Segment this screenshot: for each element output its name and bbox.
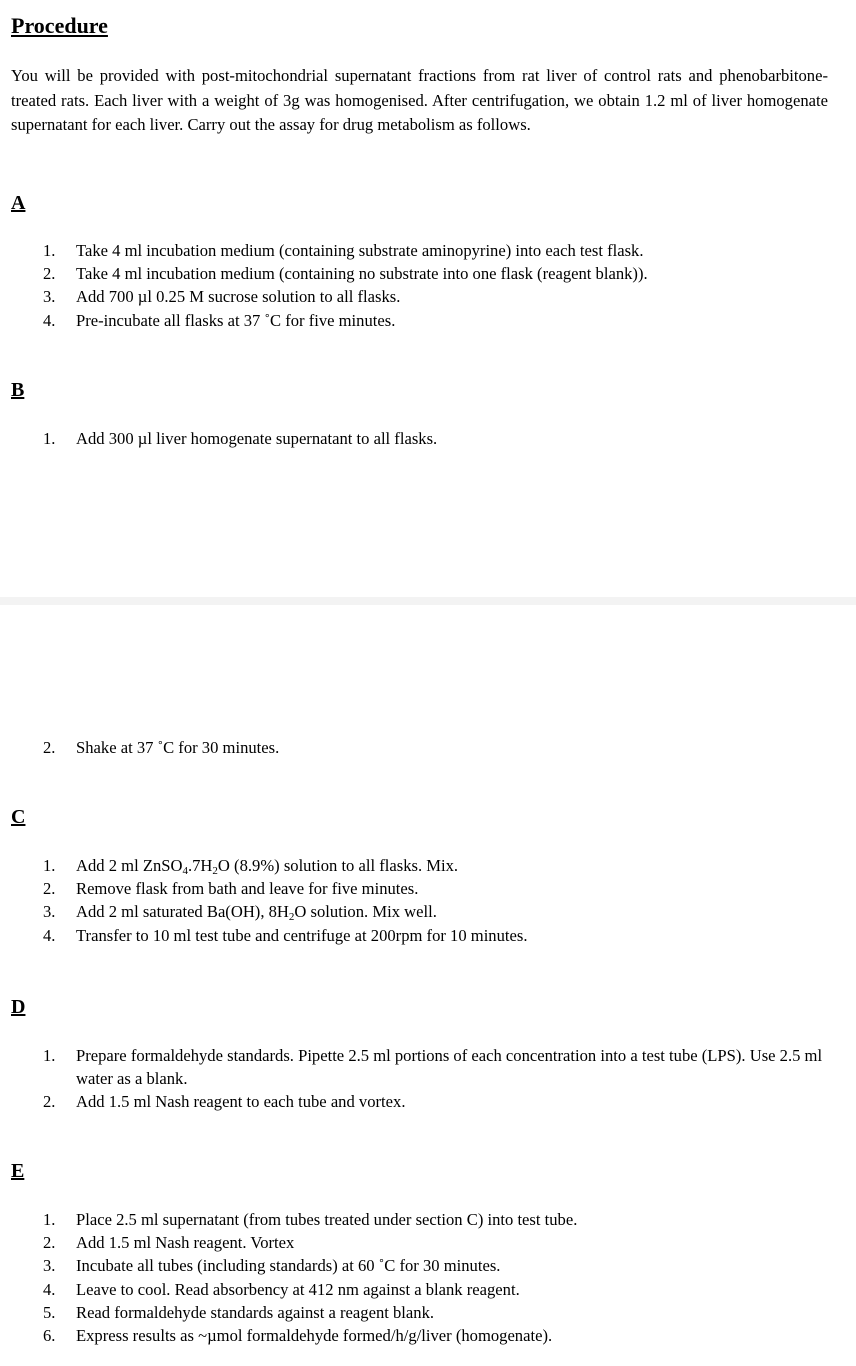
list-item-text: Shake at 37 ˚C for 30 minutes. — [76, 738, 280, 757]
list-item-text: Read formaldehyde standards against a reagent blank. — [76, 1302, 435, 1322]
section-e-list — [0, 1208, 830, 1347]
section-a-heading: A — [11, 192, 26, 214]
list-item — [0, 1208, 830, 1231]
list-item-text: Add 700 µl 0.25 M sucrose solution to all flasks. — [76, 287, 401, 307]
list-item-number: 6. — [43, 1326, 56, 1346]
list-item-number: 2. — [43, 1092, 56, 1112]
list-item — [0, 309, 830, 332]
page-break — [0, 597, 856, 605]
list-item — [0, 854, 830, 877]
list-item — [0, 736, 830, 759]
list-item — [0, 239, 830, 262]
list-item-text: Leave to cool. Read absorbency at 412 nm against a blank reagent. — [76, 1279, 520, 1299]
list-item-text: Take 4 ml incubation medium (containing substrate aminopyrine) into each test flask. — [76, 241, 644, 260]
list-item-number: 1. — [43, 1046, 56, 1065]
list-item-number: 2. — [43, 879, 56, 899]
list-item — [0, 1090, 830, 1113]
list-item-text: Add 2 ml saturated Ba(OH), $8H_2O$ solution. Mix well. — [76, 902, 437, 924]
list-item — [0, 900, 830, 923]
list-item — [0, 924, 830, 947]
section-a-list — [0, 239, 830, 332]
list-item-text: Express results as ~µmol formaldehyde formed/h/g/liver (homogenate). — [76, 1326, 553, 1346]
list-item-number: 2. — [43, 738, 56, 757]
list-item-number: 1. — [43, 241, 56, 260]
intro-paragraph: You will be provided with post-mitochondrial supernatant fractions from rat liver of control rats and phenobarbitone-treated rats. Each liver with a weight of 3g was homogenised. After centrifugation, we obtain 1.2 ml of liver homogenate supernatant for each liver. Carry out the assay for drug metabolism as follows. — [11, 66, 828, 134]
list-item — [0, 1324, 830, 1347]
section-b-heading: B — [11, 379, 25, 401]
section-b-list — [0, 427, 830, 450]
list-item — [0, 1044, 830, 1090]
list-item-number: 1. — [43, 1210, 56, 1229]
section-d-heading: D — [11, 996, 26, 1018]
section-c-list — [0, 854, 830, 947]
list-item-number: 4. — [43, 310, 56, 330]
list-item-number: 3. — [43, 902, 56, 922]
list-item-number: 1. — [43, 429, 56, 448]
list-item-text: Prepare formaldehyde standards. Pipette 2.5 ml portions of each concentration into a test tube (LPS). Use 2.5 ml water as a blank. — [76, 1046, 823, 1089]
list-item — [0, 427, 830, 450]
list-item — [0, 285, 830, 308]
section-e-heading: E — [11, 1160, 25, 1182]
list-item-text: Take 4 ml incubation medium (containing no substrate into one flask (reagent blank)). — [76, 264, 648, 284]
list-item — [0, 877, 830, 900]
list-item-number: 4. — [43, 1279, 56, 1299]
list-item-text: Add 2 ml $ZnSO_4.7H_2O$ (8.9%) solution to all flasks. Mix. — [76, 856, 459, 877]
list-item-text: Incubate all tubes (including standards) at 60 ˚C for 30 minutes. — [76, 1256, 501, 1276]
list-item-text: Remove flask from bath and leave for five minutes. — [76, 879, 419, 899]
list-item — [0, 1254, 830, 1277]
list-item-text: Add 1.5 ml Nash reagent. Vortex — [76, 1233, 295, 1253]
list-item-number: 3. — [43, 1256, 56, 1276]
list-item-text: Place 2.5 ml supernatant (from tubes treated under section C) into test tube. — [76, 1210, 578, 1229]
list-item-number: 2. — [43, 264, 56, 284]
list-item-number: 5. — [43, 1302, 56, 1322]
list-item — [0, 1278, 830, 1301]
list-item — [0, 1301, 830, 1324]
list-item-text: Pre-incubate all flasks at 37 ˚C for five minutes. — [76, 310, 396, 330]
section-b-list-continued — [0, 736, 830, 759]
list-item-number: 4. — [43, 925, 56, 945]
list-item-text: Transfer to 10 ml test tube and centrifuge at 200rpm for 10 minutes. — [76, 925, 528, 945]
list-item — [0, 1231, 830, 1254]
list-item-text: Add 300 µl liver homogenate supernatant to all flasks. — [76, 429, 438, 448]
list-item-text: Add 1.5 ml Nash reagent to each tube and vortex. — [76, 1092, 406, 1112]
list-item-number: 1. — [43, 856, 56, 875]
page-title: Procedure — [11, 13, 108, 38]
list-item-number: 2. — [43, 1233, 56, 1253]
list-item — [0, 262, 830, 285]
section-c-heading: C — [11, 806, 26, 828]
list-item-number: 3. — [43, 287, 56, 307]
section-d-list — [0, 1044, 830, 1114]
